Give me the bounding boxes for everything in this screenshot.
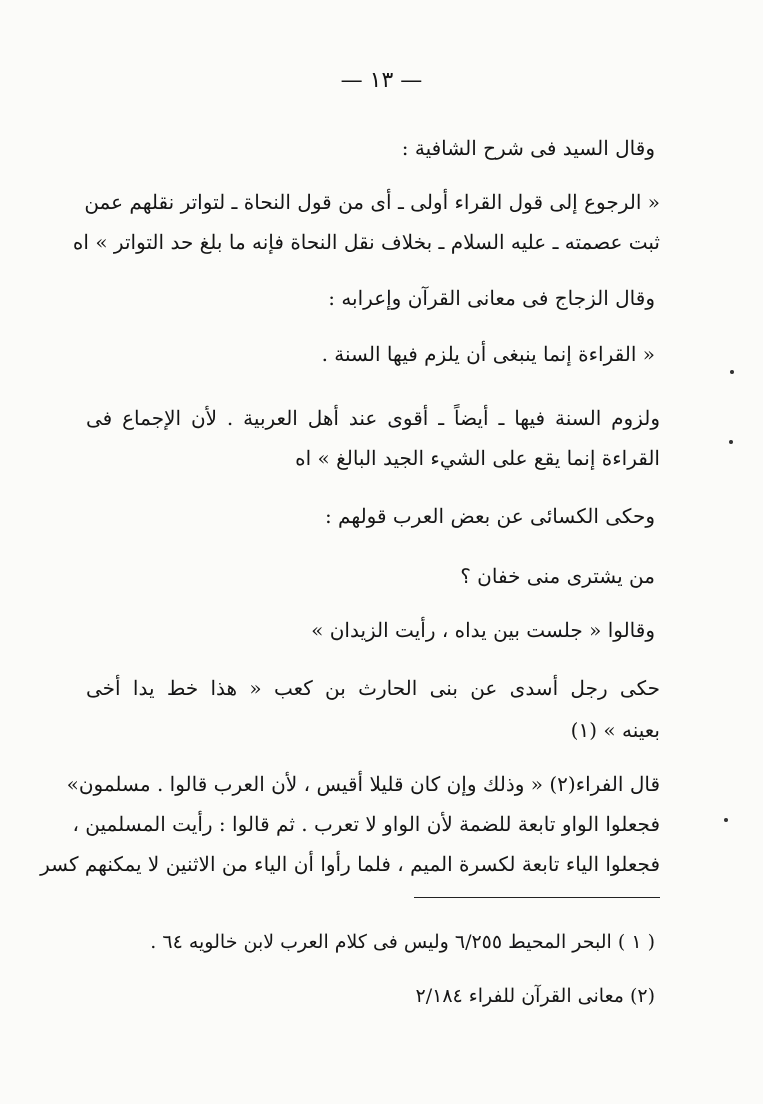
text-line-9: من يشترى منى خفان ؟	[460, 564, 655, 588]
text-line-1: وقال السيد فى شرح الشافية :	[401, 136, 655, 160]
footnote-divider	[414, 897, 660, 898]
footnote-1: ( ١ ) البحر المحيط ٦/٢٥٥ وليس فى كلام العرب لابن خالويه ٦٤ .	[150, 931, 655, 953]
text-line-7: القراءة إنما يقع على الشيء الجيد البالغ » اه	[295, 446, 660, 470]
text-line-15: فجعلوا الياء تابعة لكسرة الميم ، فلما رأوا أن الياء من الاثنين لا يمكنهم كسر	[40, 852, 660, 876]
text-line-4: وقال الزجاج فى معانى القرآن وإعرابه :	[328, 286, 655, 310]
footnote-2: (٢) معانى القرآن للفراء ٢/١٨٤	[415, 985, 655, 1007]
page-number: — ١٣ —	[340, 68, 423, 93]
text-line-2: « الرجوع إلى قول القراء أولى ـ أى من قول النحاة ـ لتواتر نقلهم عمن	[84, 190, 660, 214]
text-line-8: وحكى الكسائى عن بعض العرب قولهم :	[324, 504, 655, 528]
margin-speck	[724, 818, 728, 822]
text-line-12: بعينه » (١)	[570, 718, 660, 742]
text-line-5: « القراءة إنما ينبغى أن يلزم فيها السنة .	[321, 342, 655, 366]
text-line-10: وقالوا « جلست بين يداه ، رأيت الزيدان »	[311, 618, 655, 642]
margin-speck	[730, 370, 734, 374]
text-line-13: قال الفراء(٢) « وذلك وإن كان قليلا أقيس ، لأن العرب قالوا . مسلمون»	[66, 772, 660, 796]
text-line-6: ولزوم السنة فيها ـ أيضاً ـ أقوى عند أهل العربية . لأن الإجماع فى	[86, 406, 660, 430]
margin-speck	[729, 440, 733, 444]
text-line-3: ثبت عصمته ـ عليه السلام ـ بخلاف نقل النحاة فإنه ما بلغ حد التواتر » اه	[72, 230, 660, 254]
text-line-14: فجعلوا الواو تابعة للضمة لأن الواو لا تعرب . ثم قالوا : رأيت المسلمين ،	[72, 812, 660, 836]
text-line-11: حكى رجل أسدى عن بنى الحارث بن كعب « هذا خط يدا أخى	[86, 676, 660, 700]
